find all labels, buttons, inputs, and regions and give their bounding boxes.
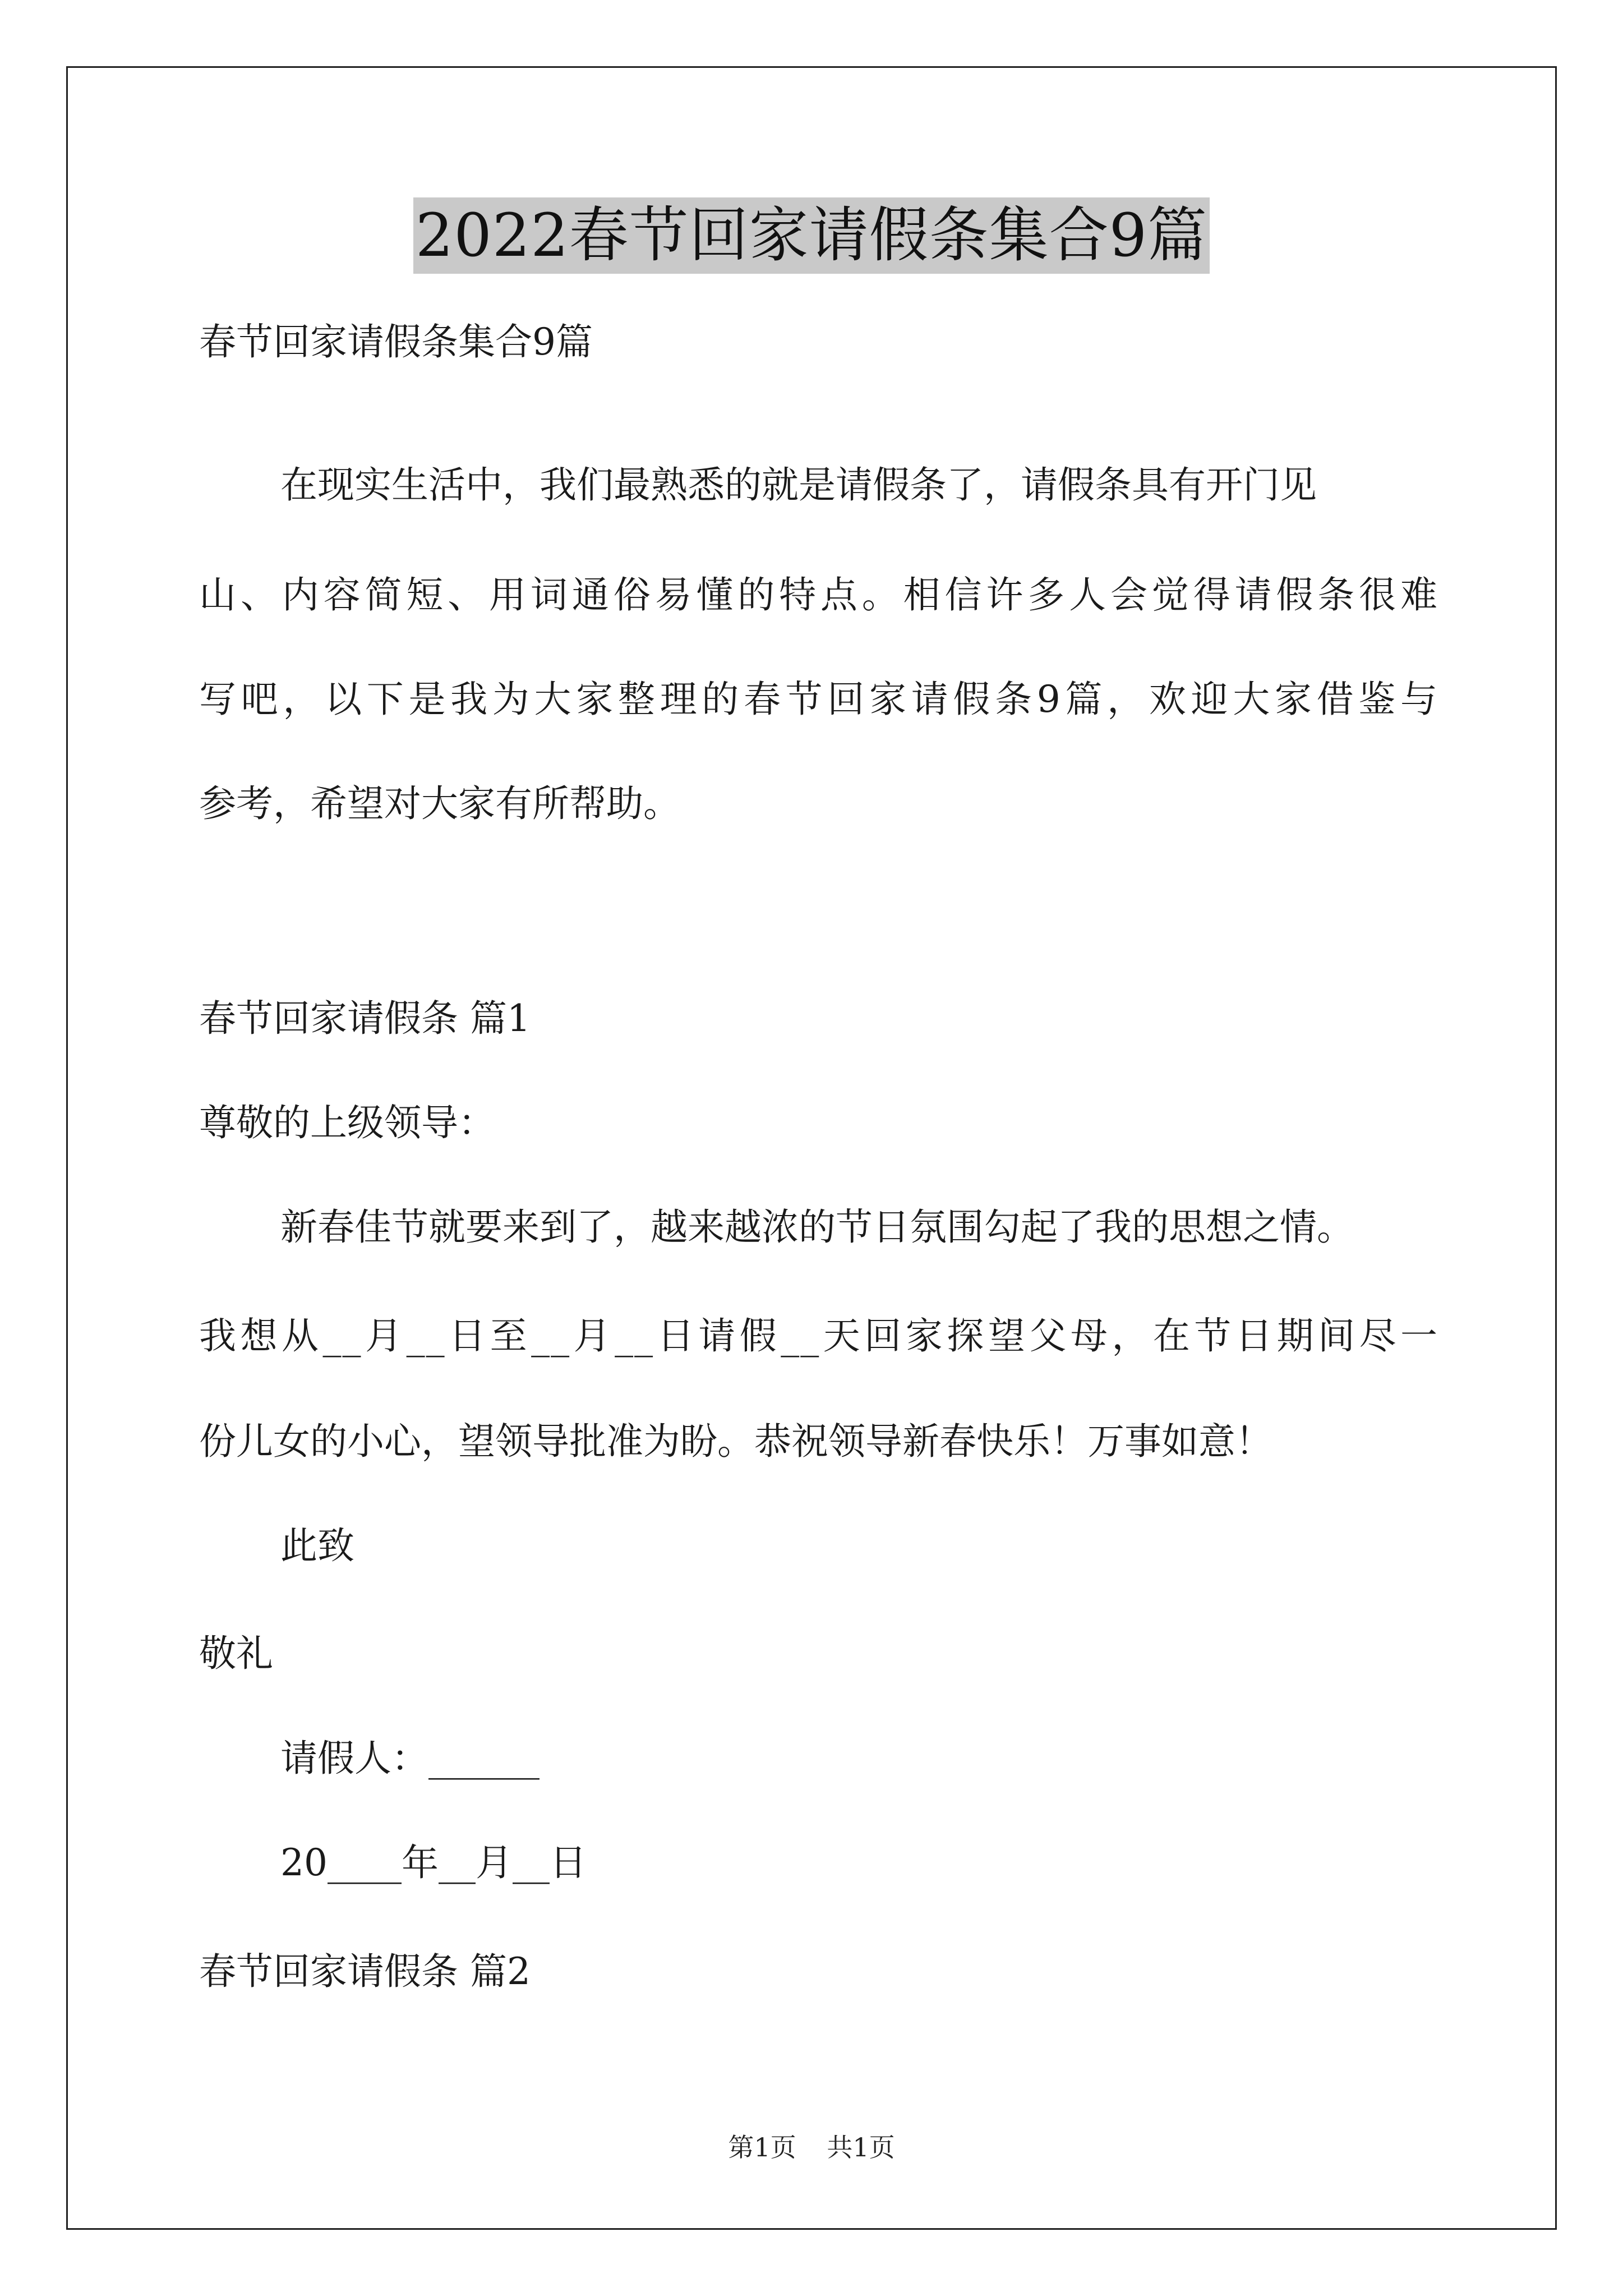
page-number-current: 第1页 bbox=[728, 2132, 796, 2162]
section-heading-2: 春节回家请假条 篇2 bbox=[199, 1950, 531, 1993]
letter-body-line-2: 我想从__月__日至__月__日请假__天回家探望父母，在节日期间尽一 bbox=[199, 1314, 1438, 1358]
date-line: 20____年__月__日 bbox=[280, 1841, 587, 1884]
letter-body-line-1: 新春佳节就要来到了，越来越浓的节日氛围勾起了我的思想之情。 bbox=[280, 1205, 1354, 1249]
title-container bbox=[0, 197, 1623, 274]
document-title: 2022春节回家请假条集合9篇 bbox=[413, 197, 1210, 274]
applicant-line: 请假人：______ bbox=[280, 1737, 540, 1780]
salutation: 尊敬的上级领导： bbox=[199, 1101, 495, 1144]
closing-jingli: 敬礼 bbox=[199, 1632, 273, 1675]
letter-body-line-3: 份儿女的小心，望领导批准为盼。恭祝领导新春快乐！万事如意！ bbox=[199, 1420, 1272, 1463]
closing-cizhi: 此致 bbox=[280, 1524, 354, 1567]
section-heading-1: 春节回家请假条 篇1 bbox=[199, 997, 531, 1040]
intro-heading: 春节回家请假条集合9篇 bbox=[199, 320, 593, 364]
intro-paragraph-line-3: 写吧，以下是我为大家整理的春节回家请假条9篇，欢迎大家借鉴与 bbox=[199, 678, 1438, 721]
page-footer bbox=[0, 2131, 1623, 2164]
intro-paragraph-line-2: 山、内容简短、用词通俗易懂的特点。相信许多人会觉得请假条很难 bbox=[199, 573, 1438, 616]
intro-paragraph-line-1: 在现实生活中，我们最熟悉的就是请假条了，请假条具有开门见 bbox=[280, 463, 1317, 507]
page-number-total: 共1页 bbox=[827, 2132, 895, 2162]
intro-paragraph-line-4: 参考，希望对大家有所帮助。 bbox=[199, 782, 680, 825]
